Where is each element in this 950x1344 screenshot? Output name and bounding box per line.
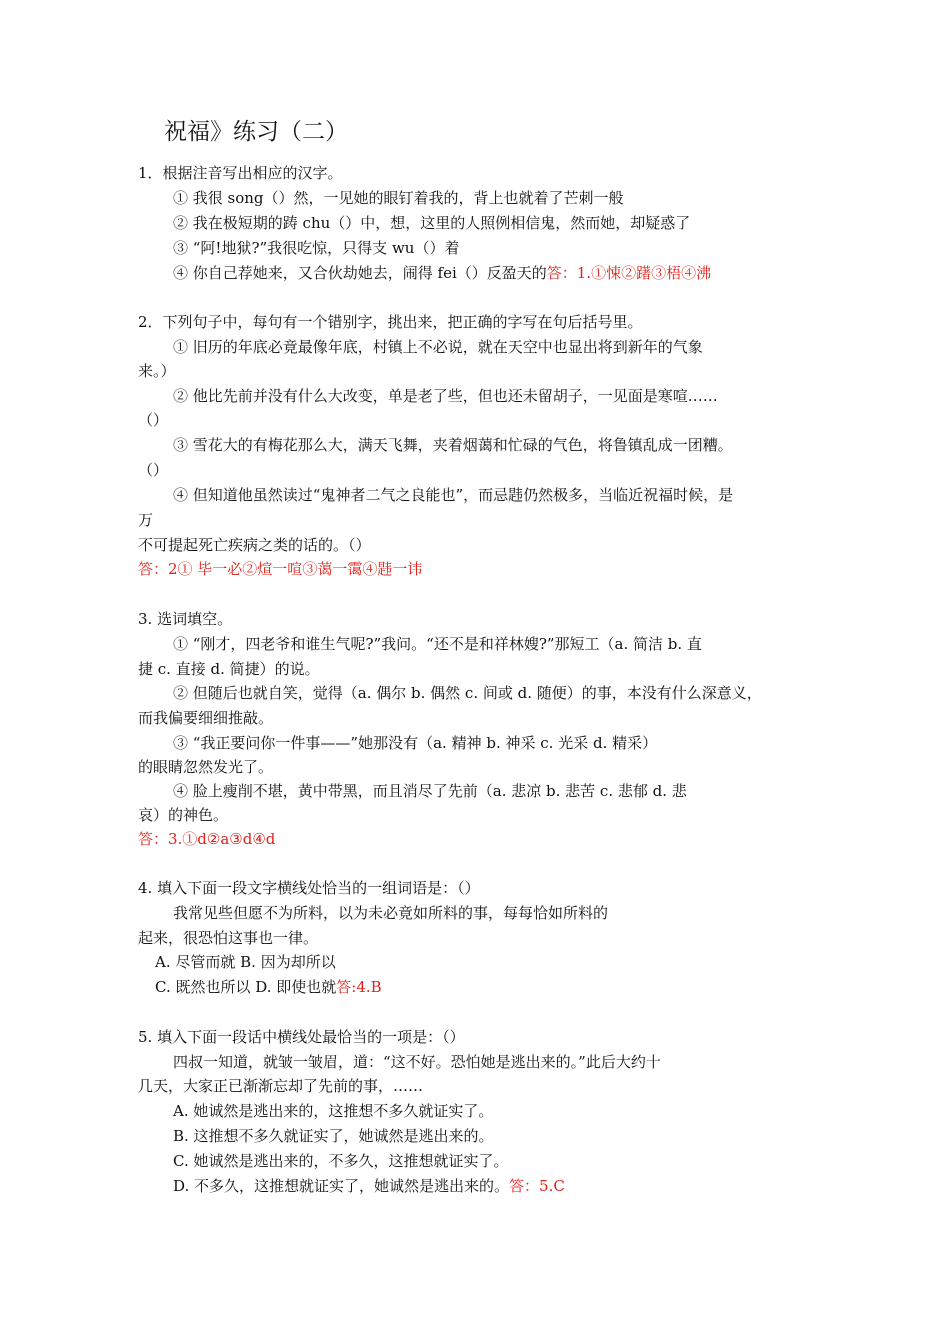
question-1-item: ② 我在极短期的踌 chu（）中，想，这里的人照例相信鬼，然而她，却疑惑了 [173,214,691,232]
question-4-line: 起来，很恐怕这事也一律。 [138,929,319,947]
question-4-answer: 答:4.B [336,978,382,996]
question-4-option-with-answer [155,977,382,997]
question-5-option: A. 她诚然是逃出来的，这推想不多久就证实了。 [173,1102,494,1120]
question-2-line: ① 旧历的年底必竟最像年底，村镇上不必说，就在天空中也显出将到新年的气象 [173,338,703,356]
question-2-line: ④ 但知道他虽然读过“鬼神者二气之良能也”，而忌韪仍然极多，当临近祝福时候，是 [173,486,734,504]
question-2-line: 来。） [138,362,176,380]
question-1-item: ① 我很 song（）然，一见她的眼钉着我的，背上也就着了芒刺一般 [173,189,624,207]
question-3-line: 的眼睛忽然发光了。 [138,758,274,776]
question-4-prompt: 4. 填入下面一段文字横线处恰当的一组词语是：（） [138,879,480,897]
question-3-line: ④ 脸上瘦削不堪，黄中带黑，而且消尽了先前（a. 悲凉 b. 悲苦 c. 悲郁 d. 悲 [173,782,687,800]
question-3-line: 捷 c. 直接 d. 简捷）的说。 [138,660,320,678]
question-2-prompt: 2．下列句子中，每句有一个错别字，挑出来，把正确的字写在句后括号里。 [138,313,643,331]
question-3-line: ① “刚才，四老爷和谁生气呢?”我问。“还不是和祥林嫂?”那短工（a. 简洁 b. 直 [173,635,702,653]
question-3-line: ③ “我正要问你一件事——”她那没有（a. 精神 b. 神采 c. 光采 d. 精采） [173,734,658,752]
question-5-option: D. 不多久，这推想就证实了，她诚然是逃出来的。 [173,1177,510,1195]
question-5-option: B. 这推想不多久就证实了，她诚然是逃出来的。 [173,1127,494,1145]
question-1-item-with-answer [173,263,711,283]
page-title: 祝福》练习（二） [164,119,348,145]
question-2-line: 不可提起死亡疾病之类的话的。（） [138,536,371,554]
question-5-prompt: 5. 填入下面一段话中横线处最恰当的一项是：（） [138,1028,465,1046]
question-3-line: 而我偏要细细推敲。 [138,709,274,727]
question-1-item: ③ “阿!地狱?”我很吃惊，只得支 wu（）着 [173,239,460,257]
question-3-answer: 答：3.①d②a③d④d [138,830,276,848]
question-1-item: ④ 你自己荐她来，又合伙劫她去，闹得 fei（）反盈天的 [173,264,547,282]
question-4-line: 我常见些但愿不为所料，以为未必竟如所料的事，每每恰如所料的 [173,904,609,922]
question-3-line: 哀）的神色。 [138,806,229,824]
question-4-option: A. 尽管而就 B. 因为却所以 [155,953,336,971]
question-2-line: 万 [138,511,154,529]
question-5-option: C. 她诚然是逃出来的，不多久，这推想就证实了。 [173,1152,509,1170]
question-5-option-with-answer [173,1176,565,1196]
question-1-answer: 答：1.①悚②躇③梧④沸 [546,264,712,282]
question-5-line: 几天，大家正已渐渐忘却了先前的事，…… [138,1077,424,1095]
question-4-option: C. 既然也所以 D. 即使也就 [155,978,337,996]
question-3-prompt: 3. 选词填空。 [138,610,233,628]
question-2-line: ③ 雪花大的有梅花那么大，满天飞舞，夹着烟蔼和忙碌的气色，将鲁镇乱成一团糟。 [173,436,733,454]
question-2-line: （） [138,411,169,429]
question-5-line: 四叔一知道，就皱一皱眉，道：“这不好。恐怕她是逃出来的。”此后大约十 [173,1053,661,1071]
question-3-line: ② 但随后也就自笑，觉得（a. 偶尔 b. 偶然 c. 间或 d. 随便）的事，本没有什么深意义， [173,684,762,702]
question-2-line: ② 他比先前并没有什么大改变，单是老了些，但也还未留胡子，一见面是寒喧…… [173,387,718,405]
question-2-answer: 答：2① 毕一必②煊一喧③蔼一霭④韪一讳 [138,560,423,578]
question-1-prompt: 1．根据注音写出相应的汉字。 [138,164,343,182]
question-2-line: （） [138,461,169,479]
question-5-answer: 答：5.C [509,1177,565,1195]
